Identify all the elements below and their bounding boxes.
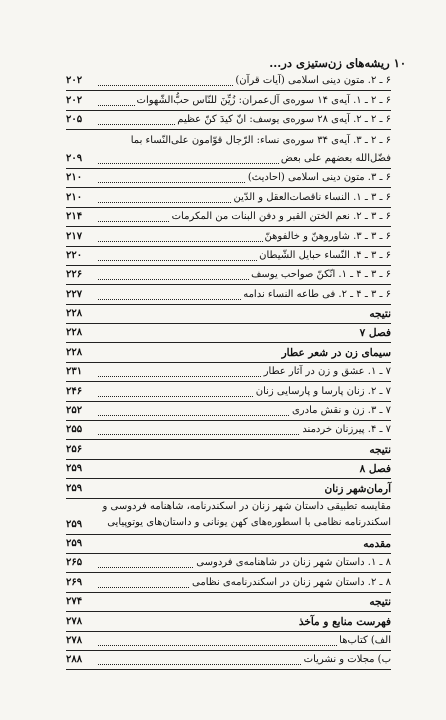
toc-entry[interactable]	[66, 593, 391, 612]
toc-page-number: ۲۲۰	[66, 249, 83, 261]
toc-page-number: ۲۲۸	[66, 346, 83, 358]
toc-entry-title: ۷ ـ ۲. زنان پارسا و پارسایی زنان	[255, 385, 391, 397]
toc-entry-title: ۶ ـ ۳ ـ ۴ ـ ۲. فی طاعه النساء ندامه	[243, 288, 391, 300]
toc-page-number: ۲۰۵	[66, 114, 83, 126]
toc-entry[interactable]	[66, 266, 391, 285]
toc-entry-title: فهرست منابع و مآخذ	[298, 615, 391, 628]
toc-entry-title: ۶ ـ ۳. متون دینی اسلامی (احادیث)	[247, 172, 391, 184]
toc-entry-title: مقدمه	[363, 537, 391, 550]
toc-entry[interactable]	[66, 169, 391, 188]
toc-entry[interactable]	[66, 612, 391, 631]
toc-entry-title	[89, 499, 391, 531]
toc-entry-title: نتیجه	[369, 308, 391, 321]
toc-entry[interactable]	[66, 285, 391, 304]
toc-page-number: ۲۶۵	[66, 557, 83, 569]
toc-entry[interactable]	[66, 150, 391, 169]
toc-page-number: ۲۷۸	[66, 615, 83, 627]
toc-entry-title: ۶ ـ ۲ ـ ۳. آیه‌ی ۳۴ سوره‌ی نساء: الرّجال قوّامون علی‌النّساء بما	[130, 134, 391, 146]
toc-entry[interactable]	[66, 208, 391, 227]
toc-entry-title: ۶ ـ ۳ ـ ۲. نعم الختن القبر و دفن البنات من المکرمات	[171, 211, 391, 223]
toc-entry[interactable]	[66, 188, 391, 207]
toc-entry[interactable]	[66, 227, 391, 246]
toc-page-number: ۲۵۹	[66, 537, 83, 549]
toc-entry-title: ۶ ـ ۳ ـ ۳. شاوروهنّ و خالفوهنّ	[264, 230, 391, 242]
toc-entry[interactable]	[66, 554, 391, 573]
running-head: ۱۰ ریشه‌های زن‌ستیزی در...	[269, 56, 406, 70]
toc-page-number: ۲۶۹	[66, 576, 83, 588]
toc-entry-title: ۶ ـ ۲. متون دینی اسلامی (آیات قرآن)	[235, 75, 391, 87]
toc-entry[interactable]	[66, 632, 391, 651]
toc-entry-title: سیمای زن در شعر عطار	[281, 346, 391, 359]
toc-entry-title: فصل ۷	[359, 327, 391, 340]
toc-entry[interactable]	[66, 460, 391, 479]
toc-entry-title: ۸ ـ ۲. داستان شهر زنان در اسکندرنامه‌ی نظامی	[192, 576, 391, 588]
toc-entry-title: ۷ ـ ۳. زن و نقش مادری	[291, 405, 391, 417]
toc-entry[interactable]	[66, 440, 391, 459]
toc-page-number: ۲۲۸	[66, 327, 83, 339]
toc-entry[interactable]	[66, 130, 391, 149]
toc-entry-title: آرمان‌شهر زنان	[324, 482, 391, 495]
toc-page-number: ۲۵۵	[66, 424, 83, 436]
toc-entry[interactable]	[66, 72, 391, 91]
toc-page-number: ۲۳۱	[66, 366, 83, 378]
toc-page-number: ۲۲۷	[66, 288, 83, 300]
toc-page-number: ۲۷۴	[66, 596, 83, 608]
toc-entry-title-text: مقایسه تطبیقی داستان شهر زنان در اسکندرنامه، شاهنامه فردوسی و اسکندرنامه نظامی با اسطوره‌های کهن یونانی و داستان‌های یوتوپیایی	[102, 500, 391, 528]
toc-entry-title: ۶ ـ ۳ ـ ۴. النّساء حبایل الشّیطان	[259, 249, 391, 261]
toc-entry[interactable]	[66, 247, 391, 266]
toc-page-number: ۲۵۹	[66, 482, 83, 494]
toc-page-number: ۲۰۲	[66, 75, 83, 87]
toc-entry-title: ۶ ـ ۳ ـ ۱. النساء ناقصات‌العقل و الدّین	[233, 191, 391, 203]
toc-entry[interactable]	[66, 535, 391, 554]
toc-entry[interactable]	[66, 651, 391, 670]
toc-entry[interactable]	[66, 573, 391, 592]
toc-entry-title: ب) مجلات و نشریات	[303, 654, 391, 666]
toc-entry[interactable]	[66, 305, 391, 324]
toc-entry[interactable]	[66, 324, 391, 343]
toc-page-number: ۲۰۹	[66, 152, 83, 164]
toc-page-number: ۲۴۶	[66, 385, 83, 397]
toc-entry[interactable]	[66, 343, 391, 362]
toc-entry-title: ۸ ـ ۱. داستان شهر زنان در شاهنامه‌ی فردوسی	[196, 557, 391, 569]
toc-page-number: ۲۲۶	[66, 269, 83, 281]
toc-entry[interactable]	[66, 91, 391, 110]
toc-entry-title: نتیجه	[369, 443, 391, 456]
toc-entry-title: ۶ ـ ۲ ـ ۱. آیه‌ی ۱۴ سوره‌ی آل‌عمران: زُیِّنَ للنّاس حبُّ‌الشّهوات	[136, 94, 391, 106]
toc-entry[interactable]	[66, 421, 391, 440]
toc-page-number: ۲۸۸	[66, 654, 83, 666]
toc-page-number: ۲۰۲	[66, 94, 83, 106]
toc-page-number: ۲۱۴	[66, 211, 83, 223]
table-of-contents	[66, 72, 391, 670]
toc-entry[interactable]	[66, 382, 391, 401]
toc-page-number: ۲۱۰	[66, 191, 83, 203]
toc-entry-title: فصل ۸	[359, 463, 391, 476]
toc-entry[interactable]	[66, 402, 391, 421]
toc-entry[interactable]	[66, 479, 391, 498]
toc-entry-title: ۶ ـ ۲ ـ ۲. آیه‌ی ۲۸ سوره‌ی یوسف: انّ کیدَ کنّ عظیم	[177, 114, 391, 126]
toc-page-number: ۲۲۸	[66, 308, 83, 320]
toc-entry-title: ۷ ـ ۴. پیرزنان خردمند	[302, 424, 391, 436]
toc-page-number: ۲۷۸	[66, 634, 83, 646]
toc-entry[interactable]	[66, 499, 391, 535]
toc-entry-title: ۶ ـ ۳ ـ ۴ ـ ۱. انّکنّ صواحب یوسف	[251, 269, 391, 281]
toc-page-number: ۲۵۹	[66, 518, 83, 530]
toc-entry[interactable]	[66, 363, 391, 382]
toc-page-number: ۲۱۷	[66, 230, 83, 242]
toc-entry[interactable]	[66, 111, 391, 130]
toc-page-number: ۲۱۰	[66, 172, 83, 184]
toc-page-number: ۲۵۶	[66, 443, 83, 455]
toc-entry-title: ۷ ـ ۱. عشق و زن در آثار عطار	[263, 366, 391, 378]
toc-page-number: ۲۵۹	[66, 463, 83, 475]
toc-entry-title: نتیجه	[369, 596, 391, 609]
toc-entry-title: فضّل‌الله بعضهم علی بعض	[280, 152, 391, 164]
toc-entry-title: الف) کتاب‌ها	[339, 634, 391, 646]
toc-page-number: ۲۵۲	[66, 405, 83, 417]
